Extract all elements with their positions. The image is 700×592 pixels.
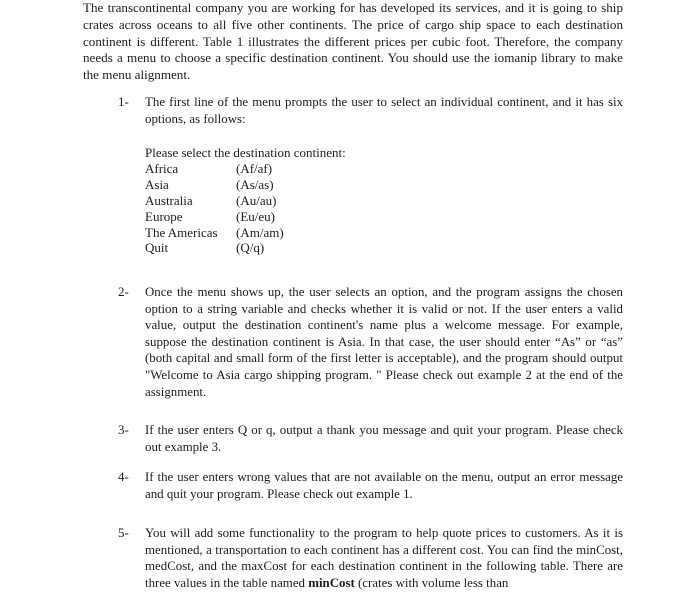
- menu-option-code: (Q/q): [236, 240, 265, 256]
- menu-option-code: (As/as): [236, 176, 274, 192]
- continent-menu: [145, 145, 346, 256]
- item-number: 3-: [118, 422, 129, 437]
- item-text-part: You will add some functionality to the program to help quote prices to customers. As it is mentioned, a transportation to each continent has a different cost. You can find the minCost, medCost, and the maxCost for each destination continent in the following table. There are three values in the table named: [145, 526, 623, 590]
- menu-option-americas: [145, 225, 346, 241]
- menu-option-africa: [145, 161, 346, 177]
- menu-option-code: (Am/am): [236, 224, 284, 240]
- menu-option-code: (Af/af): [236, 160, 273, 176]
- item-text: If the user enters wrong values that are not available on the menu, output an error message and quit your program. Please check out example 1.: [145, 470, 623, 501]
- item-text: If the user enters Q or q, output a thank you message and quit your program. Please check out example 3.: [145, 423, 623, 454]
- menu-option-name: Asia: [145, 176, 169, 192]
- menu-option-code: (Au/au): [236, 192, 277, 208]
- item-number: 5-: [118, 525, 129, 540]
- menu-option-name: Africa: [145, 160, 179, 176]
- intro-paragraph: The transcontinental company you are working for has developed its services, and it is going to ship crates across oceans to all five other continents. The price of cargo ship space to each destination continent is different. Table 1 illustrates the different prices per cubic foot. Therefore, the company needs a menu to choose a specific destination continent. You should use the iomanip library to make the menu alignment.: [83, 0, 623, 83]
- item-number: 4-: [118, 469, 129, 484]
- menu-option-name: The Americas: [145, 224, 218, 240]
- menu-prompt: Please select the destination continent:: [145, 145, 346, 160]
- list-item-2: [118, 284, 623, 400]
- item-text: Once the menu shows up, the user selects an option, and the program assigns the chosen option to a string variable and checks whether it is valid or not. If the user enters a valid value, output the destination continent's name plus a welcome message. For example, suppose the destination continent is Asia. In that case, the user should enter “As” or “as” (both capital and small form of the first letter is acceptable), and the program should output "Welcome to Asia cargo shipping program. " Please check out example 2 at the end of the assignment.: [145, 285, 623, 399]
- menu-option-asia: [145, 177, 346, 193]
- menu-option-europe: [145, 209, 346, 225]
- menu-option-quit: [145, 240, 346, 256]
- item-number: 2-: [118, 284, 129, 299]
- item-number: 1-: [118, 94, 129, 109]
- menu-option-code: (Eu/eu): [236, 208, 275, 224]
- list-item-3: [118, 422, 623, 455]
- menu-option-name: Quit: [145, 240, 169, 256]
- menu-option-australia: [145, 193, 346, 209]
- menu-option-name: Europe: [145, 208, 183, 224]
- item-text-part: (crates with volume less than: [354, 575, 509, 590]
- list-item-4: [118, 469, 623, 502]
- list-item-5: [118, 525, 623, 591]
- list-item-1: [118, 94, 623, 127]
- menu-option-name: Australia: [145, 192, 193, 208]
- item-text: The first line of the menu prompts the user to select an individual continent, and it has six options, as follows:: [145, 95, 623, 126]
- item-text: [145, 525, 623, 591]
- min-cost-term: minCost: [308, 575, 355, 590]
